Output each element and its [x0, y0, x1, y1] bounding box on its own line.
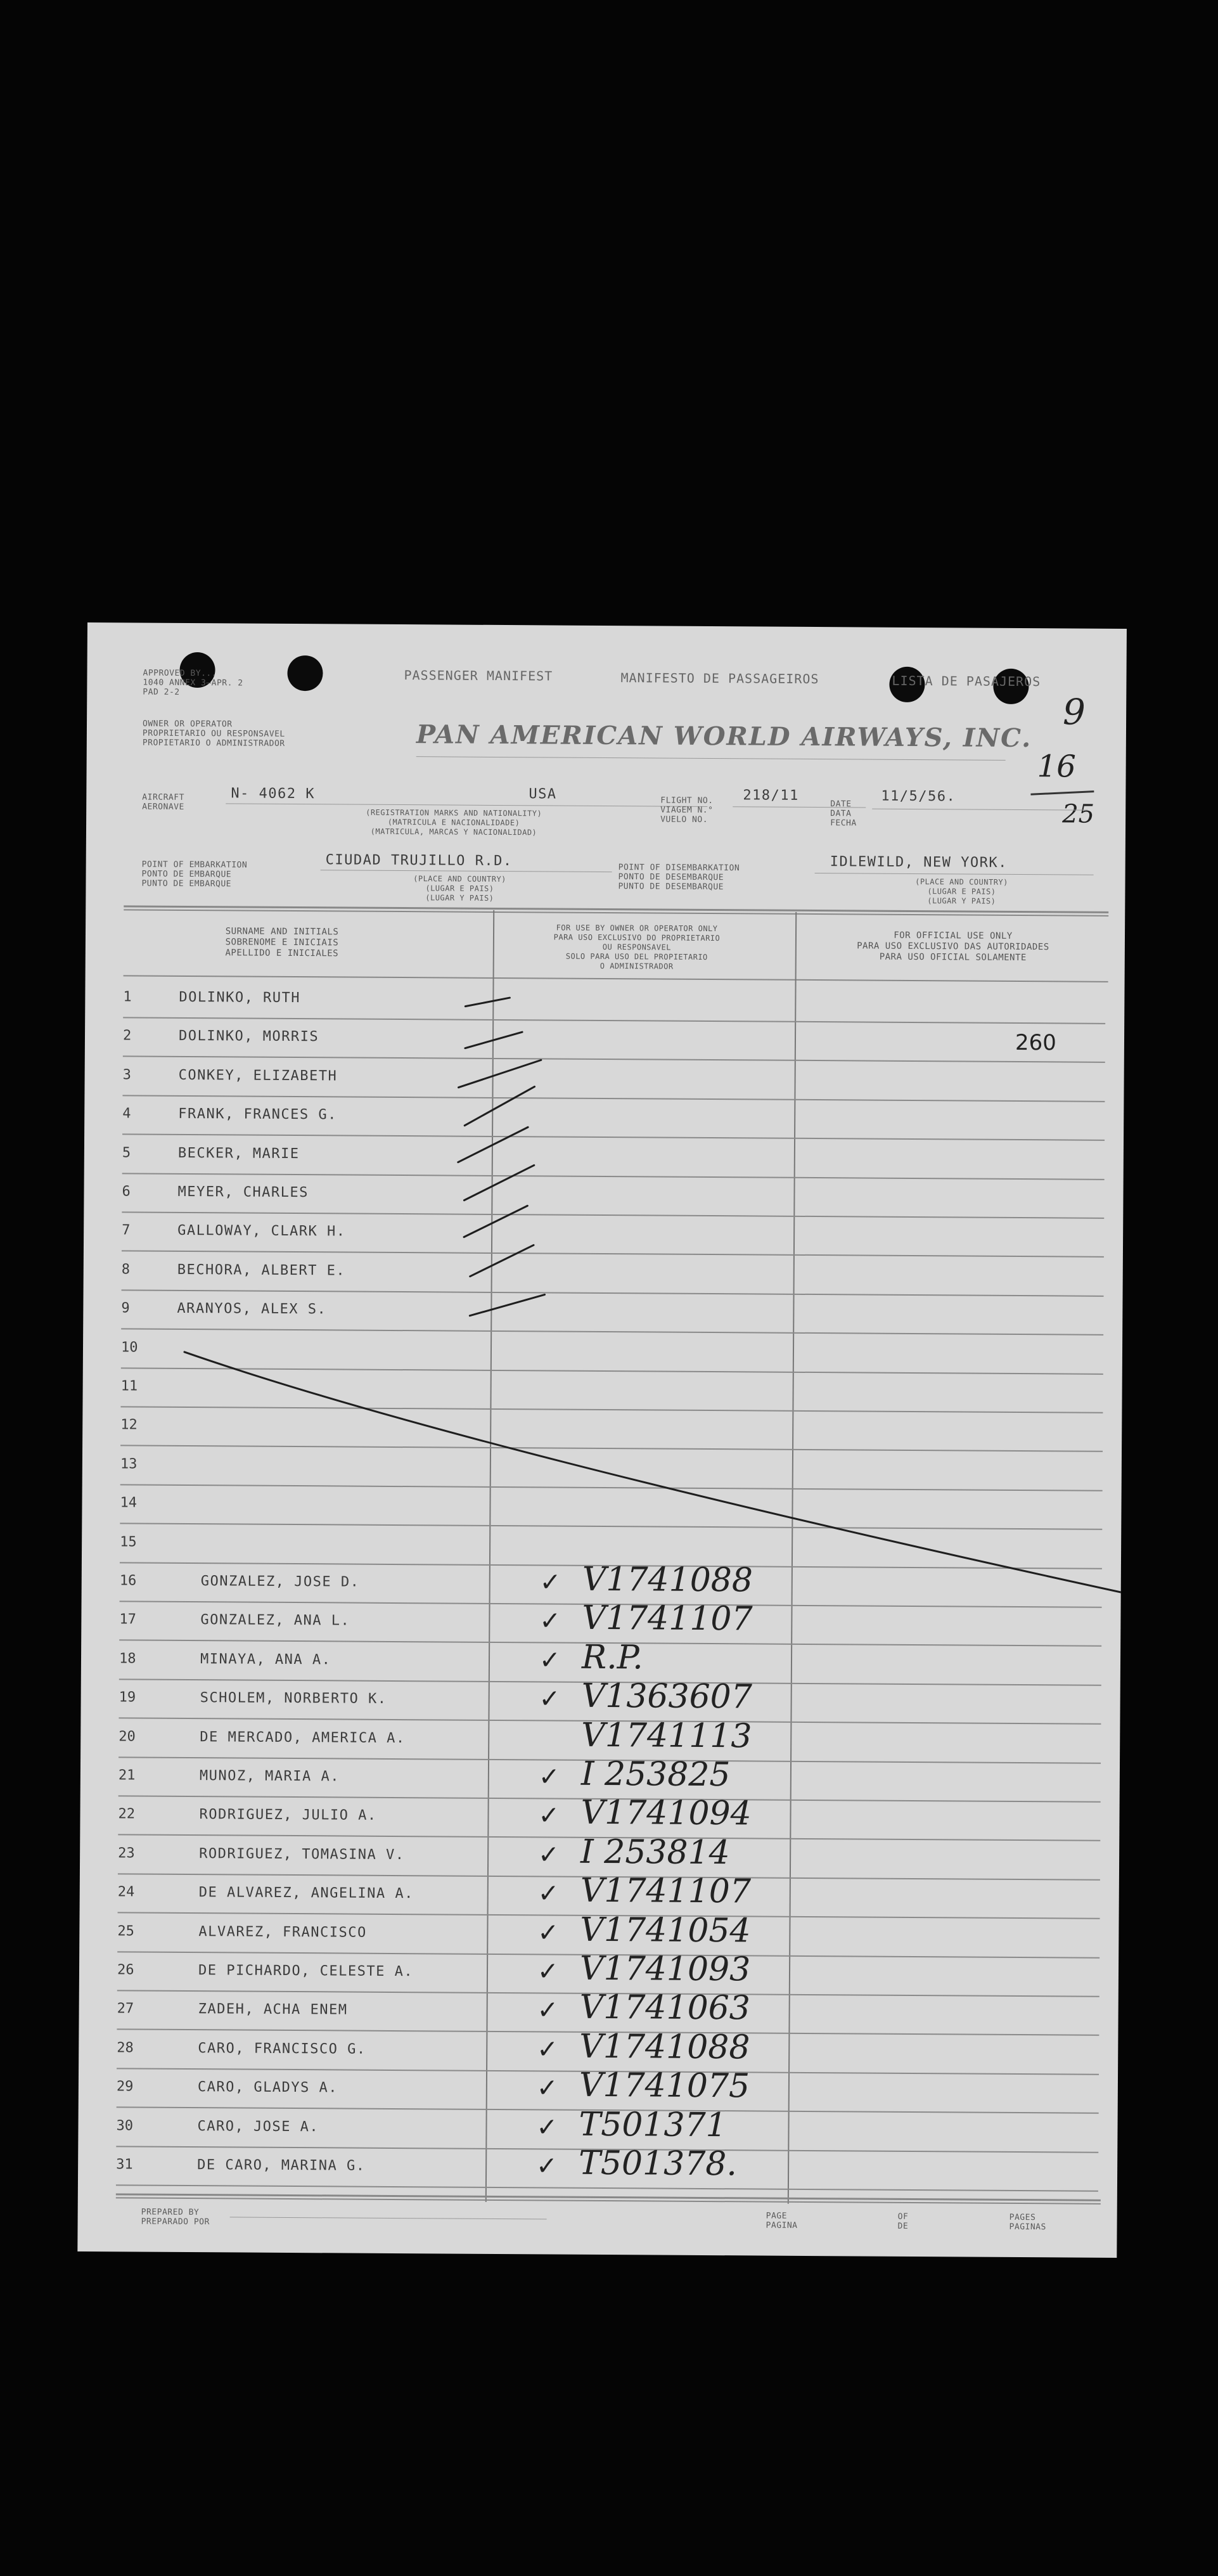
passenger-name: SCHOLEM, NORBERTO K.: [200, 1690, 387, 1708]
disembark-place-label-line: (LUGAR Y PAIS): [927, 896, 996, 906]
col-heading-line: PARA USO EXCLUSIVO DAS AUTORIDADES: [857, 941, 1049, 953]
flight-number: 218/11: [743, 787, 799, 804]
passport-number: V1741088: [582, 1560, 753, 1600]
col-heading-line: PARA USO EXCLUSIVO DO PROPRIETARIO: [553, 932, 721, 943]
passport-number: V1741093: [579, 1949, 751, 1989]
check-mark: ✓: [537, 1840, 560, 1870]
passport-number: I 253825: [580, 1755, 731, 1794]
check-mark: ✓: [538, 1801, 560, 1831]
row-number: 1: [123, 989, 132, 1005]
check-mark: ✓: [537, 1879, 560, 1909]
tick-mark: [458, 1127, 528, 1163]
row-number: 19: [119, 1689, 136, 1706]
embark-place-label-line: (LUGAR Y PAIS): [425, 893, 494, 903]
embarkation-point: CIUDAD TRUJILLO R.D.: [325, 852, 513, 870]
passenger-name: DOLINKO, RUTH: [179, 989, 301, 1007]
date-label-line: FECHA: [830, 818, 857, 828]
pages-label: [1010, 2213, 1046, 2232]
owner-label-line: PROPRIETARIO OU RESPONSAVEL: [142, 728, 285, 739]
row-number: 21: [118, 1767, 136, 1784]
passport-number: V1741094: [580, 1794, 752, 1833]
row-number: 23: [118, 1845, 135, 1862]
flight-label-line: VIAGEM N.°: [660, 805, 714, 816]
col-heading-line: PARA USO OFICIAL SOLAMENTE: [879, 951, 1027, 963]
disembark-place-label-line: (PLACE AND COUNTRY): [915, 877, 1008, 887]
check-mark: ✓: [537, 1917, 560, 1948]
col-heading-line: SOLO PARA USO DEL PROPIETARIO: [565, 951, 708, 962]
pen-marks: [77, 622, 1127, 2258]
tick-mark: [465, 1086, 534, 1126]
passenger-name: MINAYA, ANA A.: [200, 1651, 331, 1668]
passenger-name: DE ALVAREZ, ANGELINA A.: [198, 1884, 414, 1902]
passport-number: T501378.: [578, 2144, 738, 2184]
title-portuguese: MANIFESTO DE PASSAGEIROS: [620, 670, 819, 687]
row-number: 7: [122, 1222, 131, 1239]
col-heading-line: SURNAME AND INITIALS: [225, 926, 339, 937]
page-label-line: PAGE: [766, 2211, 788, 2221]
passenger-name: DE CARO, MARINA G.: [197, 2157, 366, 2174]
date-label-line: DATA: [830, 809, 852, 819]
official-annotation: 260: [1015, 1029, 1057, 1056]
check-mark: ✓: [536, 2112, 558, 2142]
registration-label-line: (REGISTRATION MARKS AND NATIONALITY): [366, 808, 542, 818]
registration-label-line: (MATRICULA, MARCAS Y NACIONALIDAD): [370, 827, 537, 837]
tick-mark: [464, 1206, 527, 1238]
passenger-name: ALVAREZ, FRANCISCO: [198, 1923, 367, 1941]
passenger-name: ARANYOS, ALEX S.: [177, 1301, 327, 1318]
passenger-name: CARO, JOSE A.: [197, 2118, 319, 2135]
check-mark: ✓: [536, 2073, 558, 2103]
row-number: 11: [120, 1378, 138, 1394]
owner-label-line: OWNER OR OPERATOR: [142, 719, 233, 730]
check-mark: ✓: [535, 2151, 558, 2181]
row-number: 30: [116, 2117, 134, 2134]
row-number: 27: [117, 2000, 134, 2017]
form-ref-line: 1040 ANNEX 3—APR. 2: [143, 678, 243, 688]
row-number: 5: [122, 1144, 131, 1161]
row-number: 13: [120, 1456, 138, 1472]
title-english: PASSENGER MANIFEST: [404, 667, 553, 684]
form-ref-line: APPROVED BY...: [143, 668, 217, 679]
check-mark: ✓: [539, 1684, 561, 1714]
row-number: 4: [122, 1105, 131, 1122]
passport-number: V1741107: [580, 1871, 752, 1911]
aircraft-nationality: USA: [529, 786, 557, 802]
embark-place-label-line: (PLACE AND COUNTRY): [413, 874, 506, 884]
flight-label-line: FLIGHT NO.: [660, 795, 714, 806]
row-number: 25: [117, 1922, 134, 1940]
company-name: PAN AMERICAN WORLD AIRWAYS, INC.: [416, 719, 1032, 754]
annotation-top-right: 16: [1037, 749, 1076, 785]
row-number: 28: [117, 2040, 134, 2056]
row-number: 15: [120, 1533, 137, 1550]
passport-number: V1741088: [579, 2027, 750, 2067]
passenger-name: GONZALEZ, JOSE D.: [200, 1573, 360, 1590]
passport-number: R.P.: [581, 1638, 643, 1677]
passport-number: V1741063: [579, 1988, 750, 2028]
row-number: 6: [122, 1183, 131, 1200]
row-number: 29: [116, 2078, 134, 2095]
embarkation-label-line: POINT OF EMBARKATION: [141, 860, 248, 870]
row-number: 9: [121, 1300, 130, 1317]
passenger-name: MEYER, CHARLES: [177, 1183, 309, 1201]
prepared-label-line: PREPARED BY: [141, 2207, 200, 2218]
flight-label-line: VUELO NO.: [660, 815, 708, 825]
passenger-name: MUNOZ, MARIA A.: [199, 1768, 340, 1785]
col-heading-line: FOR OFFICIAL USE ONLY: [894, 930, 1013, 941]
passenger-name: GALLOWAY, CLARK H.: [177, 1223, 346, 1240]
check-mark: ✓: [539, 1645, 561, 1675]
of-label-line: OF: [897, 2212, 909, 2222]
passenger-name: CARO, GLADYS A.: [197, 2079, 338, 2096]
flight-date: 11/5/56.: [881, 788, 956, 805]
passport-number: T501371: [579, 2105, 727, 2144]
of-label-line: DE: [897, 2221, 909, 2231]
passenger-name: CARO, FRANCISCO G.: [198, 2040, 366, 2058]
embarkation-label-line: PONTO DE EMBARQUE: [141, 869, 232, 880]
tick-mark: [464, 1165, 534, 1201]
col-heading-line: OU RESPONSAVEL: [602, 942, 672, 952]
of-label: [898, 2212, 909, 2231]
disembarkation-label-line: PONTO DE DESEMBARQUE: [618, 872, 724, 883]
check-mark: ✓: [539, 1606, 561, 1636]
check-mark: ✓: [539, 1568, 561, 1597]
passport-number: V1363607: [581, 1677, 752, 1716]
col-heading-line: FOR USE BY OWNER OR OPERATOR ONLY: [556, 923, 718, 934]
passenger-name: DOLINKO, MORRIS: [178, 1028, 319, 1045]
pages-label-line: PAGES: [1009, 2212, 1036, 2223]
disembark-place-label-line: (LUGAR E PAIS): [927, 887, 996, 896]
passenger-name: RODRIGUEZ, JULIO A.: [199, 1806, 377, 1824]
row-number: 26: [117, 1962, 134, 1978]
row-number: 3: [122, 1067, 131, 1083]
tick-mark: [465, 998, 510, 1007]
prepared-by-label: [141, 2208, 210, 2227]
annotation-top-right: 25: [1062, 799, 1095, 829]
embark-place-label-line: (LUGAR E PAIS): [425, 884, 494, 893]
row-number: 18: [119, 1651, 136, 1667]
aircraft-number: N- 4062 K: [231, 785, 316, 802]
col-heading-line: O ADMINISTRADOR: [599, 961, 674, 971]
passenger-name: CONKEY, ELIZABETH: [178, 1067, 338, 1085]
row-number: 2: [122, 1027, 132, 1044]
check-mark: ✓: [538, 1762, 560, 1792]
row-number: 24: [117, 1884, 135, 1900]
row-number: 14: [120, 1495, 138, 1511]
row-number: 20: [119, 1728, 136, 1745]
tick-mark: [470, 1245, 534, 1277]
aircraft-label-line: AIRCRAFT: [142, 792, 184, 802]
disembarkation-point: IDLEWILD, NEW YORK.: [830, 854, 1008, 871]
passenger-name: DE MERCADO, AMERICA A.: [200, 1729, 406, 1746]
col-heading-line: SOBRENOME E INICIAIS: [225, 937, 339, 948]
disembarkation-label-line: PUNTO DE DESEMBARQUE: [618, 882, 724, 892]
check-mark: ✓: [537, 1995, 559, 2025]
passenger-name: DE PICHARDO, CELESTE A.: [198, 1962, 414, 1980]
passenger-name: ZADEH, ACHA ENEM: [198, 2001, 348, 2018]
pages-label-line: PAGINAS: [1009, 2222, 1046, 2232]
col-heading-line: APELLIDO E INICIALES: [225, 948, 339, 959]
check-mark: ✓: [537, 2035, 558, 2064]
manifest-sheet: [77, 622, 1127, 2258]
passport-number: V1741075: [579, 2066, 750, 2106]
row-number: 8: [121, 1261, 131, 1278]
passport-number: V1741113: [581, 1716, 752, 1756]
passport-number: V1741107: [582, 1599, 753, 1639]
tick-mark: [465, 1032, 522, 1049]
date-label-line: DATE: [830, 799, 852, 809]
passenger-name: BECKER, MARIE: [177, 1145, 300, 1162]
void-strike-line: [183, 1352, 1122, 1592]
passenger-name: BECHORA, ALBERT E.: [177, 1261, 346, 1279]
row-number: 17: [119, 1611, 136, 1628]
owner-label-line: PROPIETARIO O ADMINISTRADOR: [142, 738, 285, 749]
passenger-name: GONZALEZ, ANA L.: [200, 1612, 350, 1629]
registration-label-line: (MATRICULA E NACIONALIDADE): [387, 817, 520, 828]
tick-mark: [459, 1060, 541, 1088]
passport-number: V1741054: [580, 1910, 751, 1950]
row-number: 16: [119, 1573, 137, 1589]
check-mark: ✓: [537, 1957, 559, 1987]
disembarkation-label-line: POINT OF DISEMBARKATION: [618, 863, 740, 873]
row-number: 31: [116, 2156, 133, 2173]
embarkation-label-line: PUNTO DE EMBARQUE: [141, 879, 232, 889]
title-spanish: LISTA DE PASAJEROS: [892, 673, 1041, 690]
form-ref-line: PAD 2-2: [143, 687, 180, 697]
row-number: 12: [120, 1417, 138, 1433]
prepared-label-line: PREPARADO POR: [141, 2217, 210, 2227]
passenger-name: FRANK, FRANCES G.: [178, 1106, 338, 1123]
page-label: [766, 2212, 798, 2231]
passenger-name: RODRIGUEZ, TOMASINA V.: [199, 1845, 405, 1863]
passport-number: I 253814: [580, 1832, 730, 1872]
page-label-line: PAGINA: [766, 2220, 798, 2231]
row-number: 10: [120, 1339, 138, 1356]
tick-mark: [470, 1294, 544, 1317]
aircraft-label-line: AERONAVE: [142, 802, 184, 812]
row-number: 22: [118, 1806, 136, 1822]
annotation-top-right: 9: [1062, 692, 1086, 733]
